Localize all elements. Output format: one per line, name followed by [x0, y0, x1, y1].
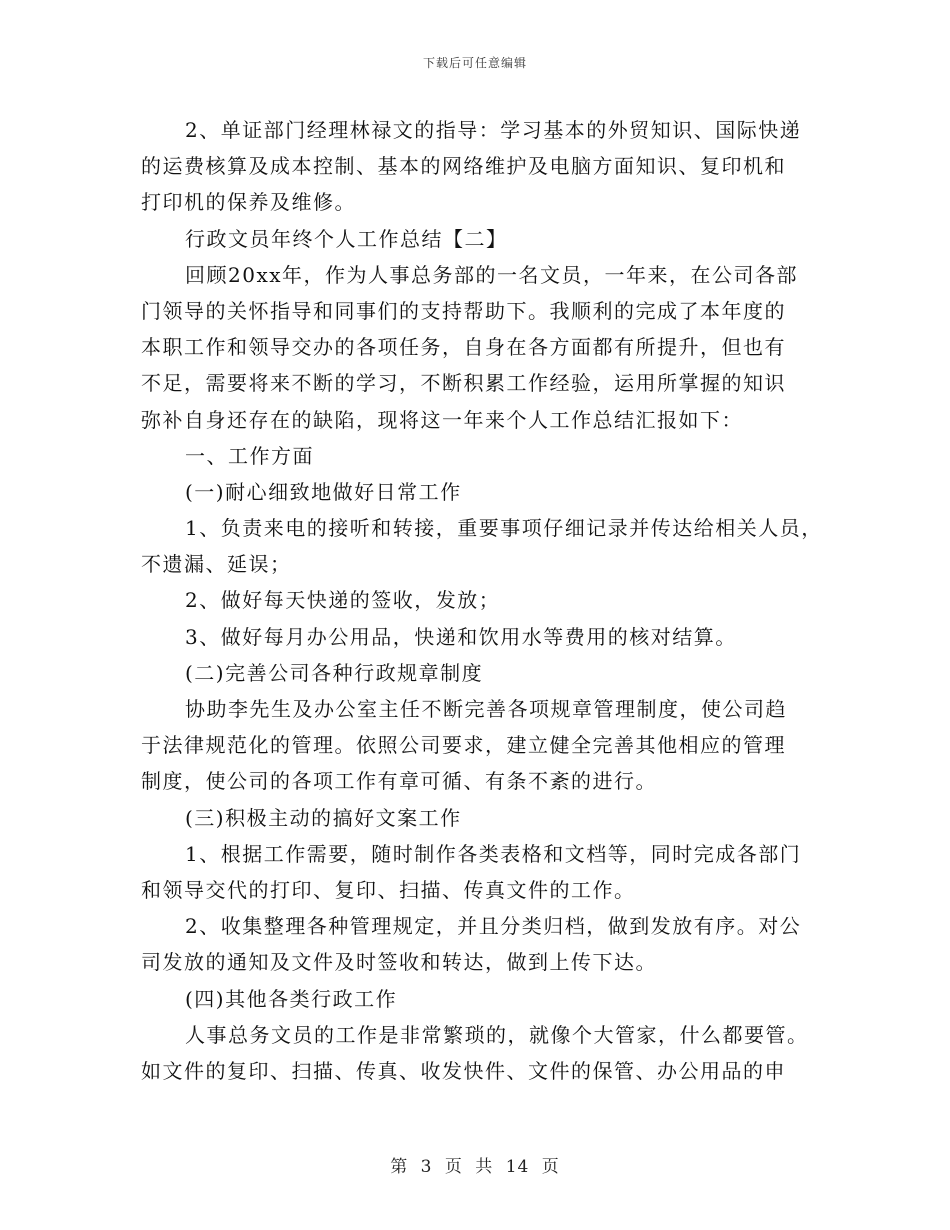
text-line: 司发放的通知及文件及时签收和转达，做到上传下达。 [141, 950, 657, 975]
page-header-note: 下载后可任意编辑 [422, 56, 527, 70]
text-line: 回顾20xx年，作为人事总务部的一名文员，一年来，在公司各部 [185, 262, 799, 287]
text-line: 于法律规范化的管理。依照公司要求，建立健全完善其他相应的管理 [141, 733, 786, 758]
text-line: 不遗漏、延误； [141, 552, 292, 577]
text-line: 一、工作方面 [185, 443, 314, 468]
text-line: 如文件的复印、扫描、传真、收发快件、文件的保管、办公用品的申 [141, 1058, 786, 1083]
text-line: 打印机的保养及维修。 [141, 190, 356, 215]
text-line: 弥补自身还存在的缺陷，现将这一年来个人工作总结汇报如下： [141, 407, 743, 432]
page-number: 第 3 页 共 14 页 [390, 1157, 560, 1177]
text-line: 不足，需要将来不断的学习，不断积累工作经验，运用所掌握的知识 [141, 371, 786, 396]
text-line: 1、根据工作需要，随时制作各类表格和文档等，同时完成各部门 [185, 841, 802, 866]
text-line: 2、收集整理各种管理规定，并且分类归档，做到发放有序。对公 [185, 914, 802, 939]
text-line: (四)其他各类行政工作 [185, 986, 398, 1011]
text-line: 本职工作和领导交办的各项任务，自身在各方面都有所提升，但也有 [141, 335, 786, 360]
text-line: 2、单证部门经理林禄文的指导：学习基本的外贸知识、国际快递 [185, 118, 802, 142]
text-line: (一)耐心细致地做好日常工作 [185, 479, 462, 504]
text-line: 3、做好每月办公用品，快递和饮用水等费用的核对结算。 [185, 624, 737, 649]
text-line: 门领导的关怀指导和同事们的支持帮助下。我顺利的完成了本年度的 [141, 298, 786, 323]
text-line: 行政文员年终个人工作总结【二】 [185, 226, 508, 251]
document-body [141, 112, 823, 1089]
text-line: 2、做好每天快递的签收，发放； [185, 588, 501, 613]
text-line: 人事总务文员的工作是非常繁琐的，就像个大管家，什么都要管。 [185, 1022, 809, 1047]
text-line: 制度，使公司的各项工作有章可循、有条不紊的进行。 [141, 769, 657, 794]
text-line: 1、负责来电的接听和转接，重要事项仔细记录并传达给相关人员， [185, 516, 823, 541]
text-line: 协助李先生及办公室主任不断完善各项规章管理制度，使公司趋 [185, 697, 787, 721]
text-line: (二)完善公司各种行政规章制度 [185, 660, 484, 685]
text-line: 的运费核算及成本控制、基本的网络维护及电脑方面知识、复印机和 [141, 154, 786, 179]
text-line: 和领导交代的打印、复印、扫描、传真文件的工作。 [141, 877, 636, 902]
text-line: (三)积极主动的搞好文案工作 [185, 805, 462, 830]
